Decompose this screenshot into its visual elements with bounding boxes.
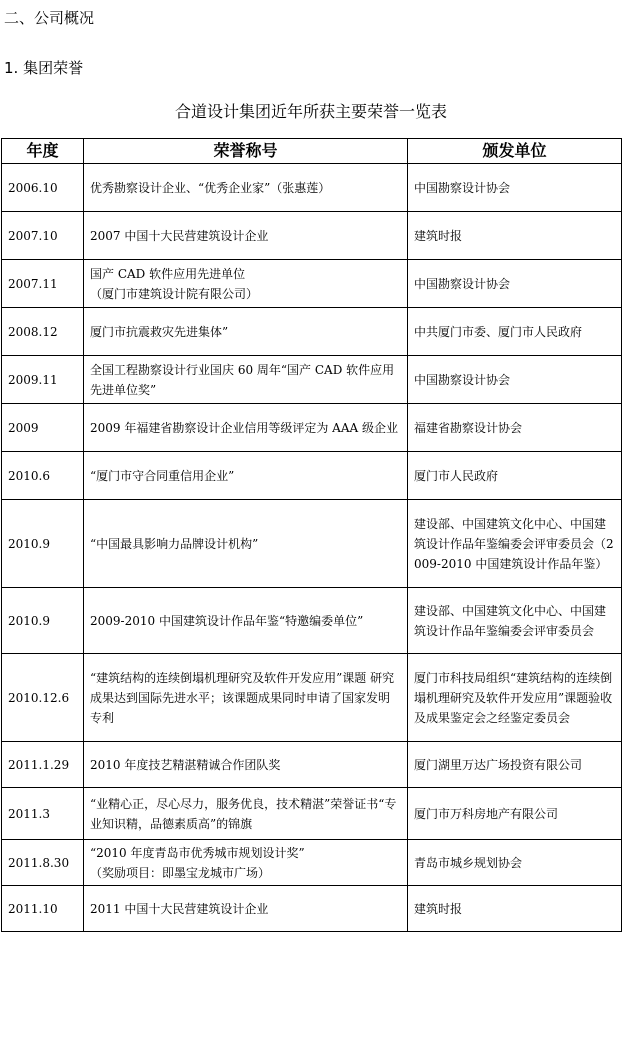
issuer-cell: 厦门市科技局组织“建筑结构的连续倒塌机理研究及软件开发应用”课题验收及成果鉴定会之经鉴定委员会 bbox=[408, 654, 622, 742]
honor-cell: “建筑结构的连续倒塌机理研究及软件开发应用”课题 研究成果达到国际先进水平；该课题成果同时申请了国家发明专利 bbox=[84, 654, 408, 742]
table-row bbox=[2, 588, 622, 654]
honor-cell: “厦门市守合同重信用企业” bbox=[84, 452, 408, 500]
year-cell: 2010.9 bbox=[2, 588, 84, 654]
issuer-cell: 中共厦门市委、厦门市人民政府 bbox=[408, 308, 622, 356]
honors-table bbox=[1, 138, 622, 932]
honor-cell: “2010 年度青岛市优秀城市规划设计奖” （奖励项目：即墨宝龙城市广场） bbox=[84, 840, 408, 886]
issuer-cell: 建筑时报 bbox=[408, 886, 622, 932]
honor-cell: 厦门市抗震救灾先进集体” bbox=[84, 308, 408, 356]
table-row bbox=[2, 654, 622, 742]
year-cell: 2006.10 bbox=[2, 164, 84, 212]
year-cell: 2007.11 bbox=[2, 260, 84, 308]
issuer-cell: 青岛市城乡规划协会 bbox=[408, 840, 622, 886]
table-row bbox=[2, 164, 622, 212]
year-cell: 2011.1.29 bbox=[2, 742, 84, 788]
year-cell: 2009.11 bbox=[2, 356, 84, 404]
section-heading: 二、公司概况 bbox=[4, 9, 95, 27]
table-caption: 合道设计集团近年所获主要荣誉一览表 bbox=[174, 102, 447, 121]
table-row bbox=[2, 212, 622, 260]
issuer-cell: 中国勘察设计协会 bbox=[408, 260, 622, 308]
table-row bbox=[2, 404, 622, 452]
issuer-cell: 建筑时报 bbox=[408, 212, 622, 260]
issuer-cell: 中国勘察设计协会 bbox=[408, 164, 622, 212]
year-cell: 2011.8.30 bbox=[2, 840, 84, 886]
honor-cell: “中国最具影响力品牌设计机构” bbox=[84, 500, 408, 588]
honor-cell: “业精心正，尽心尽力，服务优良，技术精湛”荣誉证书“专业知识精，品德素质高”的锦旗 bbox=[84, 788, 408, 840]
honor-cell: 2009-2010 中国建筑设计作品年鉴“特邀编委单位” bbox=[84, 588, 408, 654]
table-header-row bbox=[2, 139, 622, 164]
year-cell: 2010.9 bbox=[2, 500, 84, 588]
honor-cell: 优秀勘察设计企业、“优秀企业家”（张惠莲） bbox=[84, 164, 408, 212]
issuer-cell: 厦门市人民政府 bbox=[408, 452, 622, 500]
honor-cell: 国产 CAD 软件应用先进单位 （厦门市建筑设计院有限公司） bbox=[84, 260, 408, 308]
issuer-cell: 福建省勘察设计协会 bbox=[408, 404, 622, 452]
year-cell: 2008.12 bbox=[2, 308, 84, 356]
issuer-cell: 厦门湖里万达广场投资有限公司 bbox=[408, 742, 622, 788]
issuer-cell: 建设部、中国建筑文化中心、中国建筑设计作品年鉴编委会评审委员会 bbox=[408, 588, 622, 654]
year-cell: 2010.12.6 bbox=[2, 654, 84, 742]
year-cell: 2011.10 bbox=[2, 886, 84, 932]
table-row bbox=[2, 886, 622, 932]
table-row bbox=[2, 260, 622, 308]
table-row bbox=[2, 788, 622, 840]
honor-cell: 2011 中国十大民营建筑设计企业 bbox=[84, 886, 408, 932]
table-row bbox=[2, 356, 622, 404]
table-row bbox=[2, 452, 622, 500]
issuer-cell: 中国勘察设计协会 bbox=[408, 356, 622, 404]
table-row bbox=[2, 840, 622, 886]
honor-cell: 2007 中国十大民营建筑设计企业 bbox=[84, 212, 408, 260]
header-year: 年度 bbox=[2, 139, 84, 164]
year-cell: 2010.6 bbox=[2, 452, 84, 500]
header-issuer: 颁发单位 bbox=[408, 139, 622, 164]
subsection-heading: 1. 集团荣誉 bbox=[4, 59, 84, 77]
year-cell: 2011.3 bbox=[2, 788, 84, 840]
issuer-cell: 厦门市万科房地产有限公司 bbox=[408, 788, 622, 840]
honor-cell: 2009 年福建省勘察设计企业信用等级评定为 AAA 级企业 bbox=[84, 404, 408, 452]
header-honor: 荣誉称号 bbox=[84, 139, 408, 164]
issuer-cell: 建设部、中国建筑文化中心、中国建筑设计作品年鉴编委会评审委员会（2009-2010 中国建筑设计作品年鉴） bbox=[408, 500, 622, 588]
table-row bbox=[2, 500, 622, 588]
table-row bbox=[2, 308, 622, 356]
honor-cell: 全国工程勘察设计行业国庆 60 周年“国产 CAD 软件应用先进单位奖” bbox=[84, 356, 408, 404]
year-cell: 2009 bbox=[2, 404, 84, 452]
table-row bbox=[2, 742, 622, 788]
honor-cell: 2010 年度技艺精湛精诚合作团队奖 bbox=[84, 742, 408, 788]
year-cell: 2007.10 bbox=[2, 212, 84, 260]
